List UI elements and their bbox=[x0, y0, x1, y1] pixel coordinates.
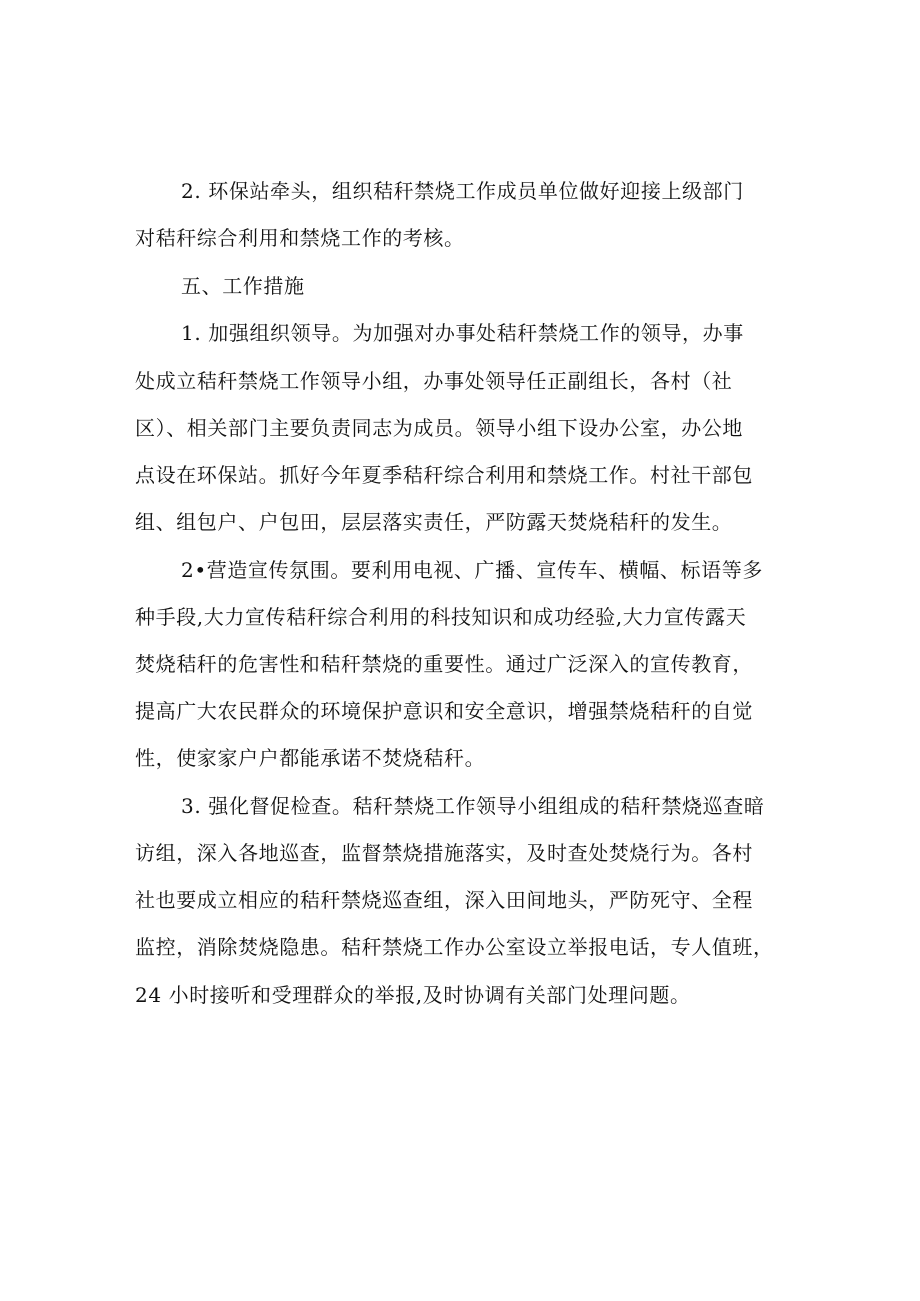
text-line: 2•营造宣传氛围。要利用电视、广播、宣传车、横幅、标语等多 bbox=[181, 558, 763, 582]
text-line: 监控，消除焚烧隐患。秸秆禁烧工作办公室设立举报电话，专人值班， bbox=[135, 935, 774, 959]
text-line: 焚烧秸秆的危害性和秸秆禁烧的重要性。通过广泛深入的宣传教育， bbox=[135, 652, 753, 676]
text-line: 社也要成立相应的秸秆禁烧巡查组，深入田间地头，严防死守、全程 bbox=[135, 888, 753, 912]
text-line: 提高广大农民群众的环境保护意识和安全意识，增强禁烧秸秆的自觉 bbox=[135, 699, 753, 723]
text-line: 对秸秆综合利用和禁烧工作的考核。 bbox=[135, 226, 465, 250]
text-line: 区）、相关部门主要负责同志为成员。领导小组下设办公室，办公地 bbox=[135, 416, 743, 440]
text-line: 种手段,大力宣传秸秆综合利用的科技知识和成功经验,大力宣传露天 bbox=[135, 605, 747, 629]
text-line: 性，使家家户户都能承诺不焚烧秸秆。 bbox=[135, 746, 486, 770]
text-line: 处成立秸秆禁烧工作领导小组，办事处领导任正副组长，各村（社 bbox=[135, 369, 733, 393]
text-line: 访组，深入各地巡查，监督禁烧措施落实，及时查处焚烧行为。各村 bbox=[135, 841, 753, 865]
text-line: 2. 环保站牵头，组织秸秆禁烧工作成员单位做好迎接上级部门 bbox=[181, 179, 744, 203]
text-line: 3. 强化督促检查。秸秆禁烧工作领导小组组成的秸秆禁烧巡查暗 bbox=[181, 794, 765, 818]
text-line: 1. 加强组织领导。为加强对办事处秸秆禁烧工作的领导，办事 bbox=[181, 321, 744, 345]
text-line: 组、组包户、户包田，层层落实责任，严防露天焚烧秸秆的发生。 bbox=[135, 510, 733, 534]
text-line: 点设在环保站。抓好今年夏季秸秆综合利用和禁烧工作。村社干部包 bbox=[135, 463, 753, 487]
section-heading: 五、工作措施 bbox=[181, 274, 305, 298]
text-line: 24 小时接听和受理群众的举报,及时协调有关部门处理问题。 bbox=[135, 983, 691, 1007]
